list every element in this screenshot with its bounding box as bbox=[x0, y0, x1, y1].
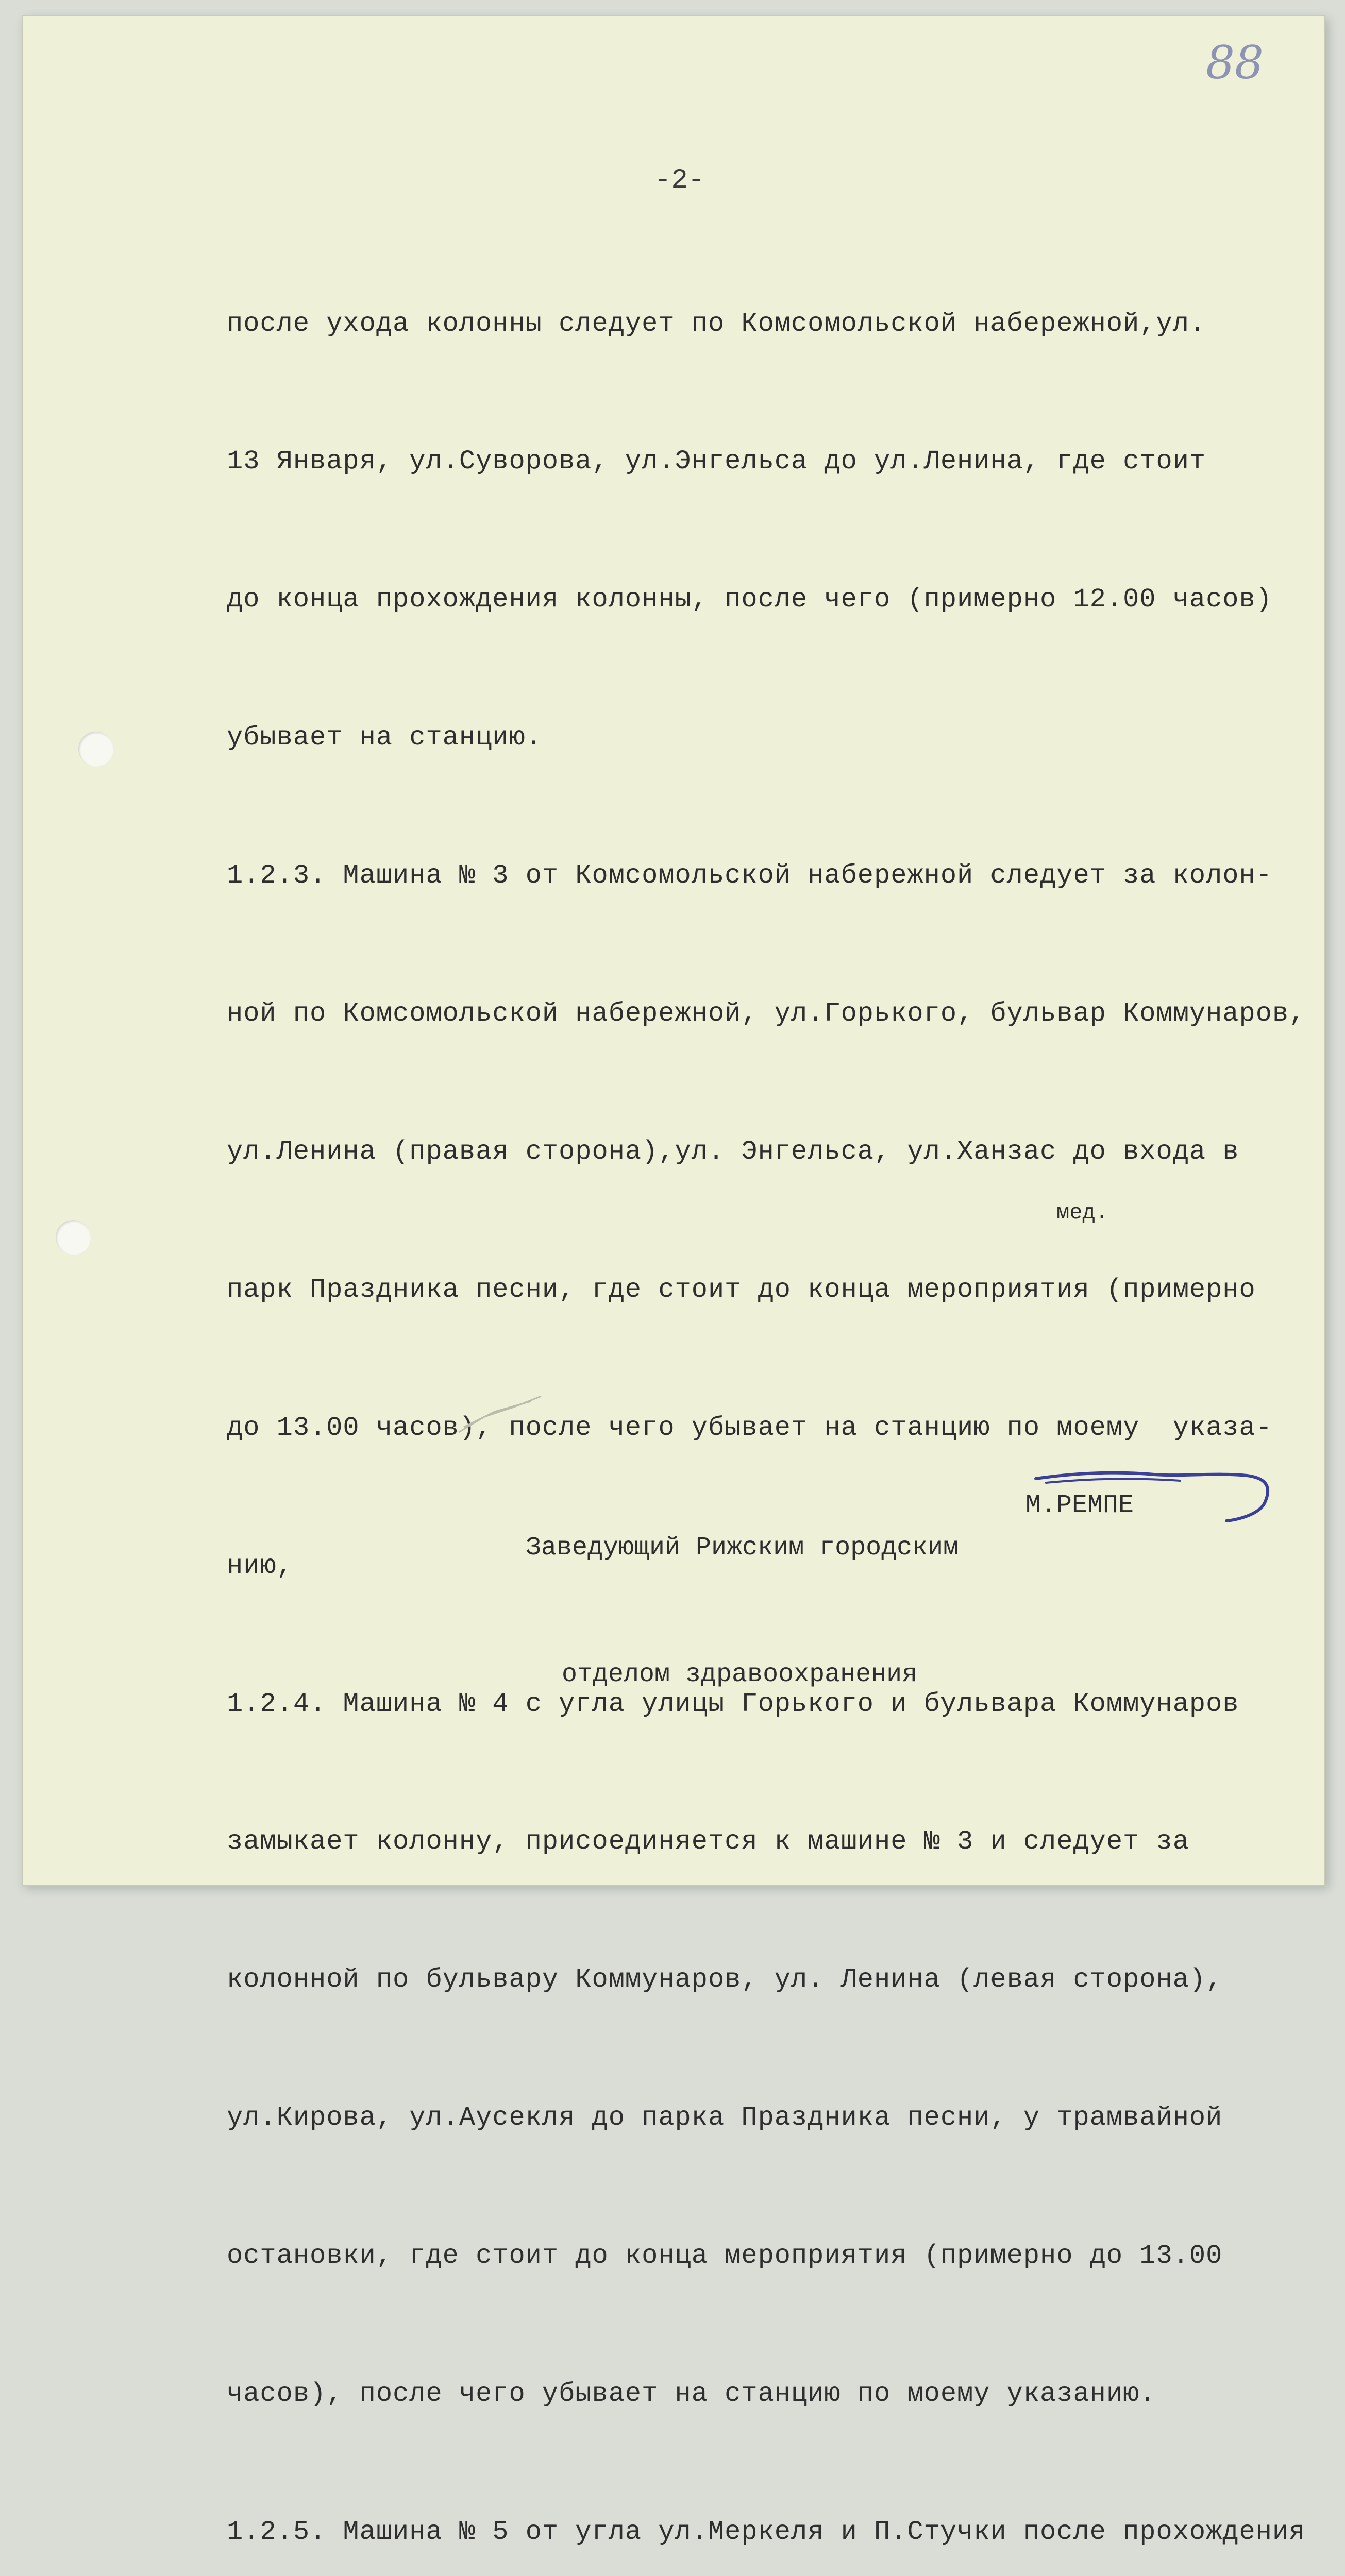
signatory-title-line2: отделом здравоохранения bbox=[562, 1660, 918, 1689]
signature-block bbox=[526, 1443, 959, 1738]
punch-hole-bottom bbox=[56, 1220, 91, 1255]
text-line: 1.2.3. Машина № 3 от Комсомольской набережной следует за колон- bbox=[227, 860, 1272, 891]
text-line: 1.2.5. Машина № 5 от угла ул.Меркеля и П.Стучки после прохождения bbox=[227, 2516, 1306, 2547]
text-line: остановки, где стоит до конца мероприятия (примерно до 13.00 bbox=[227, 2241, 1223, 2272]
document-body bbox=[227, 209, 1306, 2576]
text-line: 1.2.4. Машина № 4 с угла улицы Горького и бульвара Коммунаров bbox=[227, 1688, 1239, 1719]
text-line: до 13.00 часов), после чего убывает на станцию по моему указа- bbox=[227, 1412, 1272, 1443]
punch-hole-top bbox=[78, 732, 113, 767]
text-line: 13 Января, ул.Суворова, ул.Энгельса до ул.Ленина, где стоит bbox=[227, 446, 1206, 477]
text-line: убывает на станцию. bbox=[227, 722, 542, 753]
signatory-name: М.РЕМПЕ bbox=[1025, 1491, 1134, 1520]
text-line: нию, bbox=[227, 1550, 293, 1581]
text-line: часов), после чего убывает на станцию по моему указанию. bbox=[227, 2378, 1156, 2409]
archive-page-number: 88 bbox=[1206, 36, 1264, 89]
page-number: -2- bbox=[654, 165, 705, 196]
typed-insertion: мед. bbox=[1056, 1200, 1108, 1225]
text-line: парк Праздника песни, где стоит до конца мероприятия (примерно bbox=[227, 1274, 1256, 1305]
text-line: ной по Комсомольской набережной, ул.Горького, бульвар Коммунаров, bbox=[227, 998, 1306, 1029]
text-line: после ухода колонны следует по Комсомольской набережной,ул. bbox=[227, 308, 1206, 339]
text-line: колонной по бульвару Коммунаров, ул. Ленина (левая сторона), bbox=[227, 1964, 1223, 1995]
text-line: ул.Кирова, ул.Аусекля до парка Праздника песни, у трамвайной bbox=[227, 2103, 1223, 2133]
signatory-title-line1: Заведующий Рижским городским bbox=[526, 1533, 959, 1563]
text-line: замыкает колонну, присоединяется к машине № 3 и следует за bbox=[227, 1826, 1189, 1857]
text-line: до конца прохождения колонны, после чего (примерно 12.00 часов) bbox=[227, 584, 1272, 615]
pencil-scribble bbox=[453, 1391, 546, 1437]
text-line: ул.Ленина (правая сторона),ул. Энгельса, ул.Ханзас до входа в bbox=[227, 1136, 1239, 1167]
